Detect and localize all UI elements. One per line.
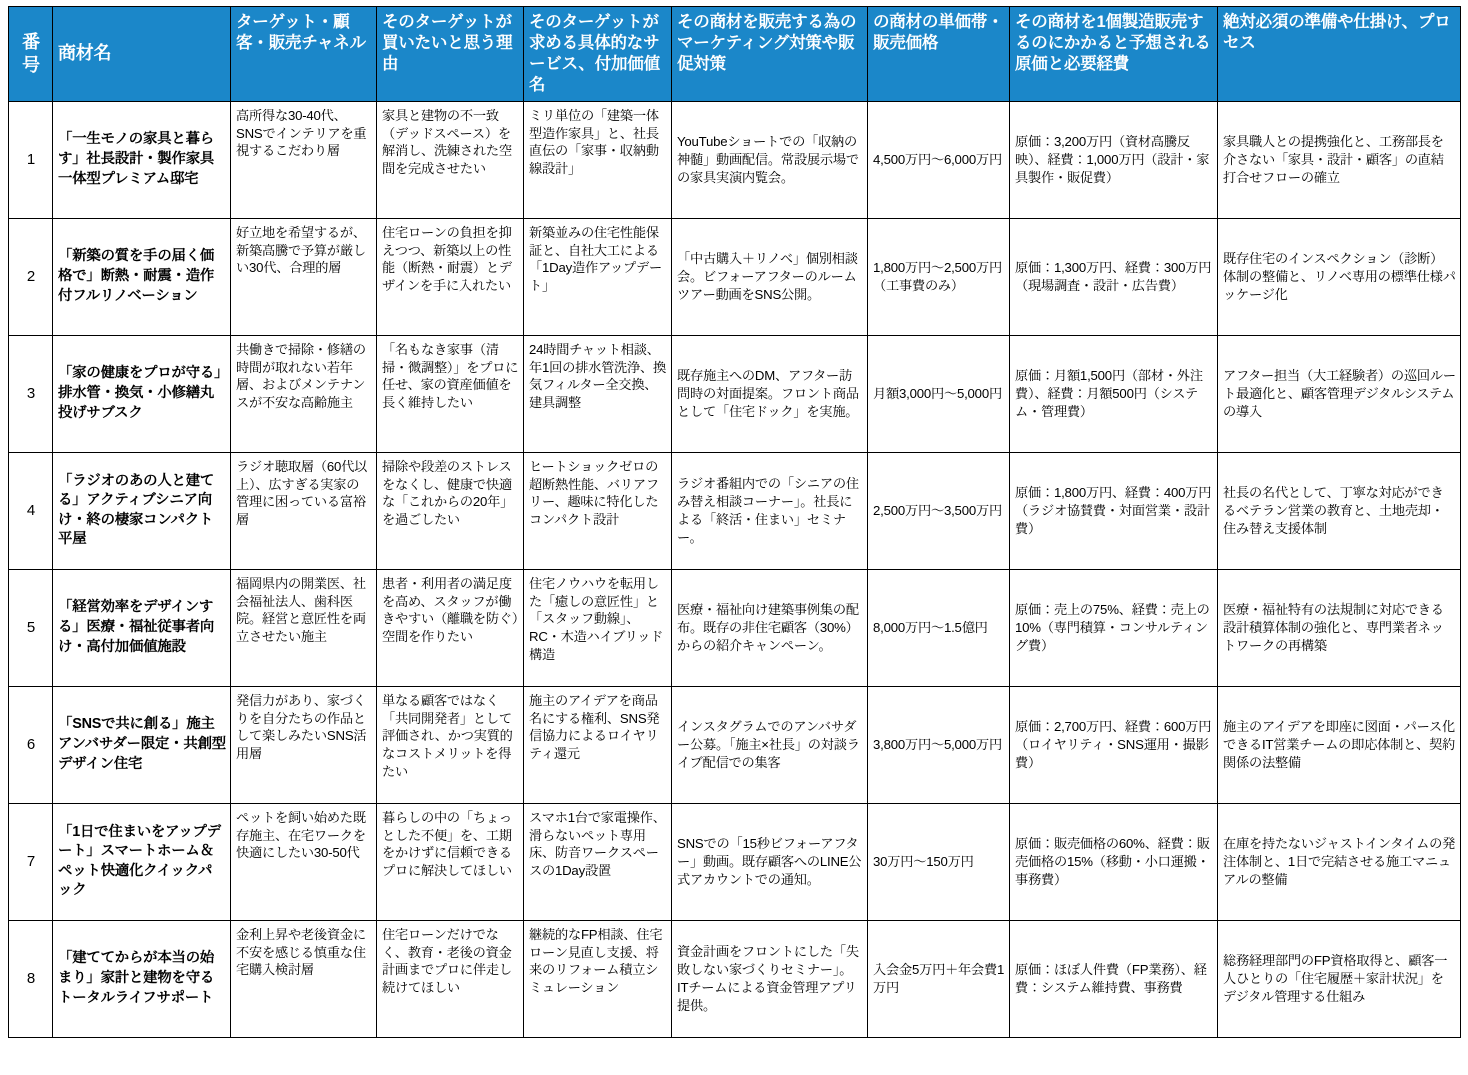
column-header-marketing: その商材を販売する為のマーケティング対策や販促対策 (672, 7, 868, 102)
column-header-no: 番号 (9, 7, 53, 102)
table-row (9, 335, 1461, 452)
cell-target: ペットを飼い始めた既存施主、在宅ワークを快適にしたい30-50代 (231, 803, 377, 920)
table-row (9, 920, 1461, 1037)
table-row (9, 101, 1461, 218)
cell-product-name: 「新築の質を手の届く価格で」断熱・耐震・造作付フルリノベーション (53, 218, 231, 335)
cell-no: 8 (9, 920, 53, 1037)
table-row (9, 803, 1461, 920)
cell-product-name: 「SNSで共に創る」施主アンバサダー限定・共創型デザイン住宅 (53, 686, 231, 803)
cell-service: ミリ単位の「建築一体型造作家具」と、社長直伝の「家事・収納動線設計」 (524, 101, 672, 218)
column-header-product-name: 商材名 (53, 7, 231, 102)
cell-price: 2,500万円～3,500万円 (868, 452, 1010, 569)
cell-marketing: 資金計画をフロントにした「失敗しない家づくりセミナー」。ITチームによる資金管理アプリ提供。 (672, 920, 868, 1037)
cell-cost: 原価：1,800万円、経費：400万円（ラジオ協賛費・対面営業・設計費） (1010, 452, 1218, 569)
cell-preparation: 施主のアイデアを即座に図面・パース化できるIT営業チームの即応体制と、契約関係の法整備 (1218, 686, 1461, 803)
cell-cost: 原価：3,200万円（資材高騰反映）、経費：1,000万円（設計・家具製作・販促費） (1010, 101, 1218, 218)
cell-cost: 原価：ほぼ人件費（FP業務）、経費：システム維持費、事務費 (1010, 920, 1218, 1037)
cell-no: 6 (9, 686, 53, 803)
cell-cost: 原価：販売価格の60%、経費：販売価格の15%（移動・小口運搬・事務費） (1010, 803, 1218, 920)
cell-cost: 原価：月額1,500円（部材・外注費）、経費：月額500円（システム・管理費） (1010, 335, 1218, 452)
cell-reason: 住宅ローンの負担を抑えつつ、新築以上の性能（断熱・耐震）とデザインを手に入れたい (377, 218, 524, 335)
column-header-target: ターゲット・顧客・販売チャネル (231, 7, 377, 102)
cell-preparation: アフター担当（大工経験者）の巡回ルート最適化と、顧客管理デジタルシステムの導入 (1218, 335, 1461, 452)
cell-marketing: SNSでの「15秒ビフォーアフター」動画。既存顧客へのLINE公式アカウントでの通知。 (672, 803, 868, 920)
cell-marketing: YouTubeショートでの「収納の神髄」動画配信。常設展示場での家具実演内覧会。 (672, 101, 868, 218)
cell-no: 4 (9, 452, 53, 569)
cell-product-name: 「家の健康をプロが守る」排水管・換気・小修繕丸投げサブスク (53, 335, 231, 452)
cell-reason: 単なる顧客ではなく「共同開発者」として評価され、かつ実質的なコストメリットを得たい (377, 686, 524, 803)
cell-cost: 原価：1,300万円、経費：300万円（現場調査・設計・広告費） (1010, 218, 1218, 335)
cell-reason: 掃除や段差のストレスをなくし、健康で快適な「これからの20年」を過ごしたい (377, 452, 524, 569)
cell-target: 高所得な30-40代、SNSでインテリアを重視するこだわり層 (231, 101, 377, 218)
cell-service: スマホ1台で家電操作、滑らないペット専用床、防音ワークスペースの1Day設置 (524, 803, 672, 920)
cell-marketing: ラジオ番組内での「シニアの住み替え相談コーナー」。社長による「終活・住まい」セミナー。 (672, 452, 868, 569)
cell-reason: 暮らしの中の「ちょっとした不便」を、工期をかけずに信頼できるプロに解決してほしい (377, 803, 524, 920)
table-row (9, 218, 1461, 335)
cell-service: 新築並みの住宅性能保証と、自社大工による「1Day造作アップデート」 (524, 218, 672, 335)
table-header (9, 7, 1461, 102)
cell-preparation: 医療・福祉特有の法規制に対応できる設計積算体制の強化と、専門業者ネットワークの再構築 (1218, 569, 1461, 686)
column-header-service: そのターゲットが求める具体的なサービス、付加価値名 (524, 7, 672, 102)
cell-preparation: 家具職人との提携強化と、工務部長を介さない「家具・設計・顧客」の直結打合せフローの確立 (1218, 101, 1461, 218)
column-header-price: の商材の単価帯・販売価格 (868, 7, 1010, 102)
cell-preparation: 総務経理部門のFP資格取得と、顧客一人ひとりの「住宅履歴＋家計状況」をデジタル管理する仕組み (1218, 920, 1461, 1037)
cell-target: 金利上昇や老後資金に不安を感じる慎重な住宅購入検討層 (231, 920, 377, 1037)
table-row (9, 452, 1461, 569)
cell-target: 発信力があり、家づくりを自分たちの作品として楽しみたいSNS活用層 (231, 686, 377, 803)
cell-product-name: 「経営効率をデザインする」医療・福祉従事者向け・高付加価値施設 (53, 569, 231, 686)
cell-price: 入会金5万円＋年会費1万円 (868, 920, 1010, 1037)
cell-reason: 住宅ローンだけでなく、教育・老後の資金計画までプロに伴走し続けてほしい (377, 920, 524, 1037)
cell-price: 30万円～150万円 (868, 803, 1010, 920)
cell-target: ラジオ聴取層（60代以上）、広すぎる実家の管理に困っている富裕層 (231, 452, 377, 569)
table-body (9, 101, 1461, 1037)
column-header-reason: そのターゲットが買いたいと思う理由 (377, 7, 524, 102)
cell-product-name: 「一生モノの家具と暮らす」社長設計・製作家具一体型プレミアム邸宅 (53, 101, 231, 218)
cell-price: 8,000万円～1.5億円 (868, 569, 1010, 686)
cell-reason: 家具と建物の不一致（デッドスペース）を解消し、洗練された空間を完成させたい (377, 101, 524, 218)
table-row (9, 686, 1461, 803)
cell-target: 好立地を希望するが、新築高騰で予算が厳しい30代、合理的層 (231, 218, 377, 335)
cell-price: 4,500万円～6,000万円 (868, 101, 1010, 218)
cell-service: 住宅ノウハウを転用した「癒しの意匠性」と「スタッフ動線」、RC・木造ハイブリッド構造 (524, 569, 672, 686)
cell-marketing: 既存施主へのDM、アフター訪問時の対面提案。フロント商品として「住宅ドック」を実施。 (672, 335, 868, 452)
cell-marketing: インスタグラムでのアンバサダー公募。「施主×社長」の対談ライブ配信での集客 (672, 686, 868, 803)
cell-cost: 原価：売上の75%、経費：売上の10%（専門積算・コンサルティング費） (1010, 569, 1218, 686)
cell-no: 7 (9, 803, 53, 920)
column-header-cost: その商材を1個製造販売するのにかかると予想される原価と必要経費 (1010, 7, 1218, 102)
cell-reason: 患者・利用者の満足度を高め、スタッフが働きやすい（離職を防ぐ）空間を作りたい (377, 569, 524, 686)
header-row (9, 7, 1461, 102)
cell-preparation: 既存住宅のインスペクション（診断）体制の整備と、リノベ専用の標準仕様パッケージ化 (1218, 218, 1461, 335)
cell-cost: 原価：2,700万円、経費：600万円（ロイヤリティ・SNS運用・撮影費） (1010, 686, 1218, 803)
product-matrix-table (8, 6, 1461, 1038)
cell-preparation: 社長の名代として、丁寧な対応ができるベテラン営業の教育と、土地売却・住み替え支援体制 (1218, 452, 1461, 569)
cell-service: 24時間チャット相談、年1回の排水管洗浄、換気フィルター全交換、建具調整 (524, 335, 672, 452)
cell-reason: 「名もなき家事（清掃・微調整）」をプロに任せ、家の資産価値を長く維持したい (377, 335, 524, 452)
cell-product-name: 「ラジオのあの人と建てる」アクティブシニア向け・終の棲家コンパクト平屋 (53, 452, 231, 569)
cell-price: 月額3,000円～5,000円 (868, 335, 1010, 452)
column-header-preparation: 絶対必須の準備や仕掛け、プロセス (1218, 7, 1461, 102)
cell-no: 2 (9, 218, 53, 335)
cell-no: 5 (9, 569, 53, 686)
cell-service: 継続的なFP相談、住宅ローン見直し支援、将来のリフォーム積立シミュレーション (524, 920, 672, 1037)
cell-product-name: 「建ててからが本当の始まり」家計と建物を守るトータルライフサポート (53, 920, 231, 1037)
cell-marketing: 「中古購入＋リノベ」個別相談会。ビフォーアフターのルームツアー動画をSNS公開。 (672, 218, 868, 335)
cell-product-name: 「1日で住まいをアップデート」スマートホーム＆ペット快適化クイックパック (53, 803, 231, 920)
cell-target: 共働きで掃除・修繕の時間が取れない若年層、およびメンテナンスが不安な高齢施主 (231, 335, 377, 452)
table-row (9, 569, 1461, 686)
cell-service: 施主のアイデアを商品名にする権利、SNS発信協力によるロイヤリティ還元 (524, 686, 672, 803)
cell-service: ヒートショックゼロの超断熱性能、バリアフリー、趣味に特化したコンパクト設計 (524, 452, 672, 569)
cell-no: 3 (9, 335, 53, 452)
cell-no: 1 (9, 101, 53, 218)
cell-price: 3,800万円～5,000万円 (868, 686, 1010, 803)
cell-marketing: 医療・福祉向け建築事例集の配布。既存の非住宅顧客（30%）からの紹介キャンペーン。 (672, 569, 868, 686)
cell-target: 福岡県内の開業医、社会福祉法人、歯科医院。経営と意匠性を両立させたい施主 (231, 569, 377, 686)
cell-price: 1,800万円～2,500万円（工事費のみ） (868, 218, 1010, 335)
cell-preparation: 在庫を持たないジャストインタイムの発注体制と、1日で完結させる施工マニュアルの整備 (1218, 803, 1461, 920)
